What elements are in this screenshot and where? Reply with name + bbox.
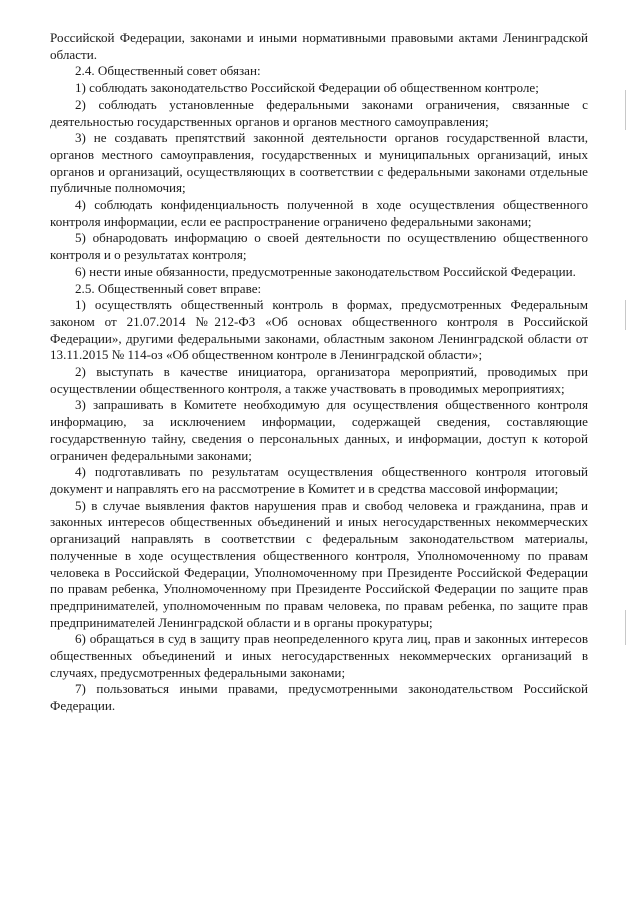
section-2-5-item-3: 3) запрашивать в Комитете необходимую для осуществления общественного контроля информацию, за исключением информации, содержащей сведения, составляющие государственную тайну, сведения о персональных данных, и информации, доступ к которой ограничен федеральными законами; (50, 397, 588, 463)
section-2-5-item-1: 1) осуществлять общественный контроль в формах, предусмотренных Федеральным законом от 21.07.2014 №212-ФЗ «Об основах общественного контроля в Российской Федерации», другими федеральными законами, областным законом Ленинградской области от 13.11.2015 № 114-оз «Об общественном контроле в Ленинградской области»; (50, 297, 588, 363)
section-2-5-heading: 2.5. Общественный совет вправе: (75, 280, 262, 296)
section-2-4-item-4: 4) соблюдать конфиденциальность полученной в ходе осуществления общественного контроля информации, если ее распространение ограничено федеральными законами; (50, 197, 588, 229)
section-2-4-item-3: 3) не создавать препятствий законной деятельности органов государственной власти, органов местного самоуправления, государственных и муниципальных организаций, иных органов и организаций, осуществляющих в соответствии с федеральными законами отдельные публичные полномочия; (50, 130, 588, 196)
scan-mark (625, 610, 626, 645)
section-2-5-item-7: 7) пользоваться иными правами, предусмотренными законодательством Российской Федерации. (50, 681, 588, 714)
section-2-4-item-6: 6) нести иные обязанности, предусмотренные законодательством Российской Федерации. (75, 263, 576, 279)
scan-mark (625, 300, 626, 330)
section-2-5-item-5: 5) в случае выявления фактов нарушения прав и свобод человека и гражданина, прав и законных интересов общественных объединений и иных негосударственных некоммерческих организаций направлять в соответствии с федеральным законодательством материалы, полученные в ходе осуществления общественного контроля, Уполномоченному по правам человека в Российской Федерации, Уполномоченному при Президенте Российской Федерации по правам ребенка, Уполномоченному при Президенте Российской Федерации по защите прав предпринимателей, уполномоченным по правам человека, по правам ребенка, по защите прав предпринимателей Ленинградской области и в органы прокуратуры; (50, 497, 588, 630)
section-2-5-item-2: 2) выступать в качестве инициатора, организатора мероприятий, проводимых при осуществлении общественного контроля, а также участвовать в проводимых мероприятиях; (50, 364, 588, 396)
section-2-5-item-4: 4) подготавливать по результатам осуществления общественного контроля итоговый документ и направлять его на рассмотрение в Комитет и в средства массовой информации; (50, 464, 588, 496)
lead-paragraph: Российской Федерации, законами и иными нормативными правовыми актами Ленинградской области. (50, 30, 588, 62)
section-2-4-item-1: 1) соблюдать законодательство Российской Федерации об общественном контроле; (75, 80, 539, 96)
section-2-4-item-2: 2) соблюдать установленные федеральными законами ограничения, связанные с деятельностью государственных органов и органов местного самоуправления; (50, 96, 588, 129)
section-2-5-item-6: 6) обращаться в суд в защиту прав неопределенного круга лиц, прав и законных интересов общественных объединений и иных негосударственных некоммерческих организаций в случаях, предусмотренных федеральными законами; (50, 631, 588, 680)
section-2-4-item-5: 5) обнародовать информацию о своей деятельности по осуществлению общественного контроля и о результатах контроля; (50, 230, 588, 263)
section-2-4-heading: 2.4. Общественный совет обязан: (75, 63, 261, 79)
scan-mark (625, 90, 626, 130)
